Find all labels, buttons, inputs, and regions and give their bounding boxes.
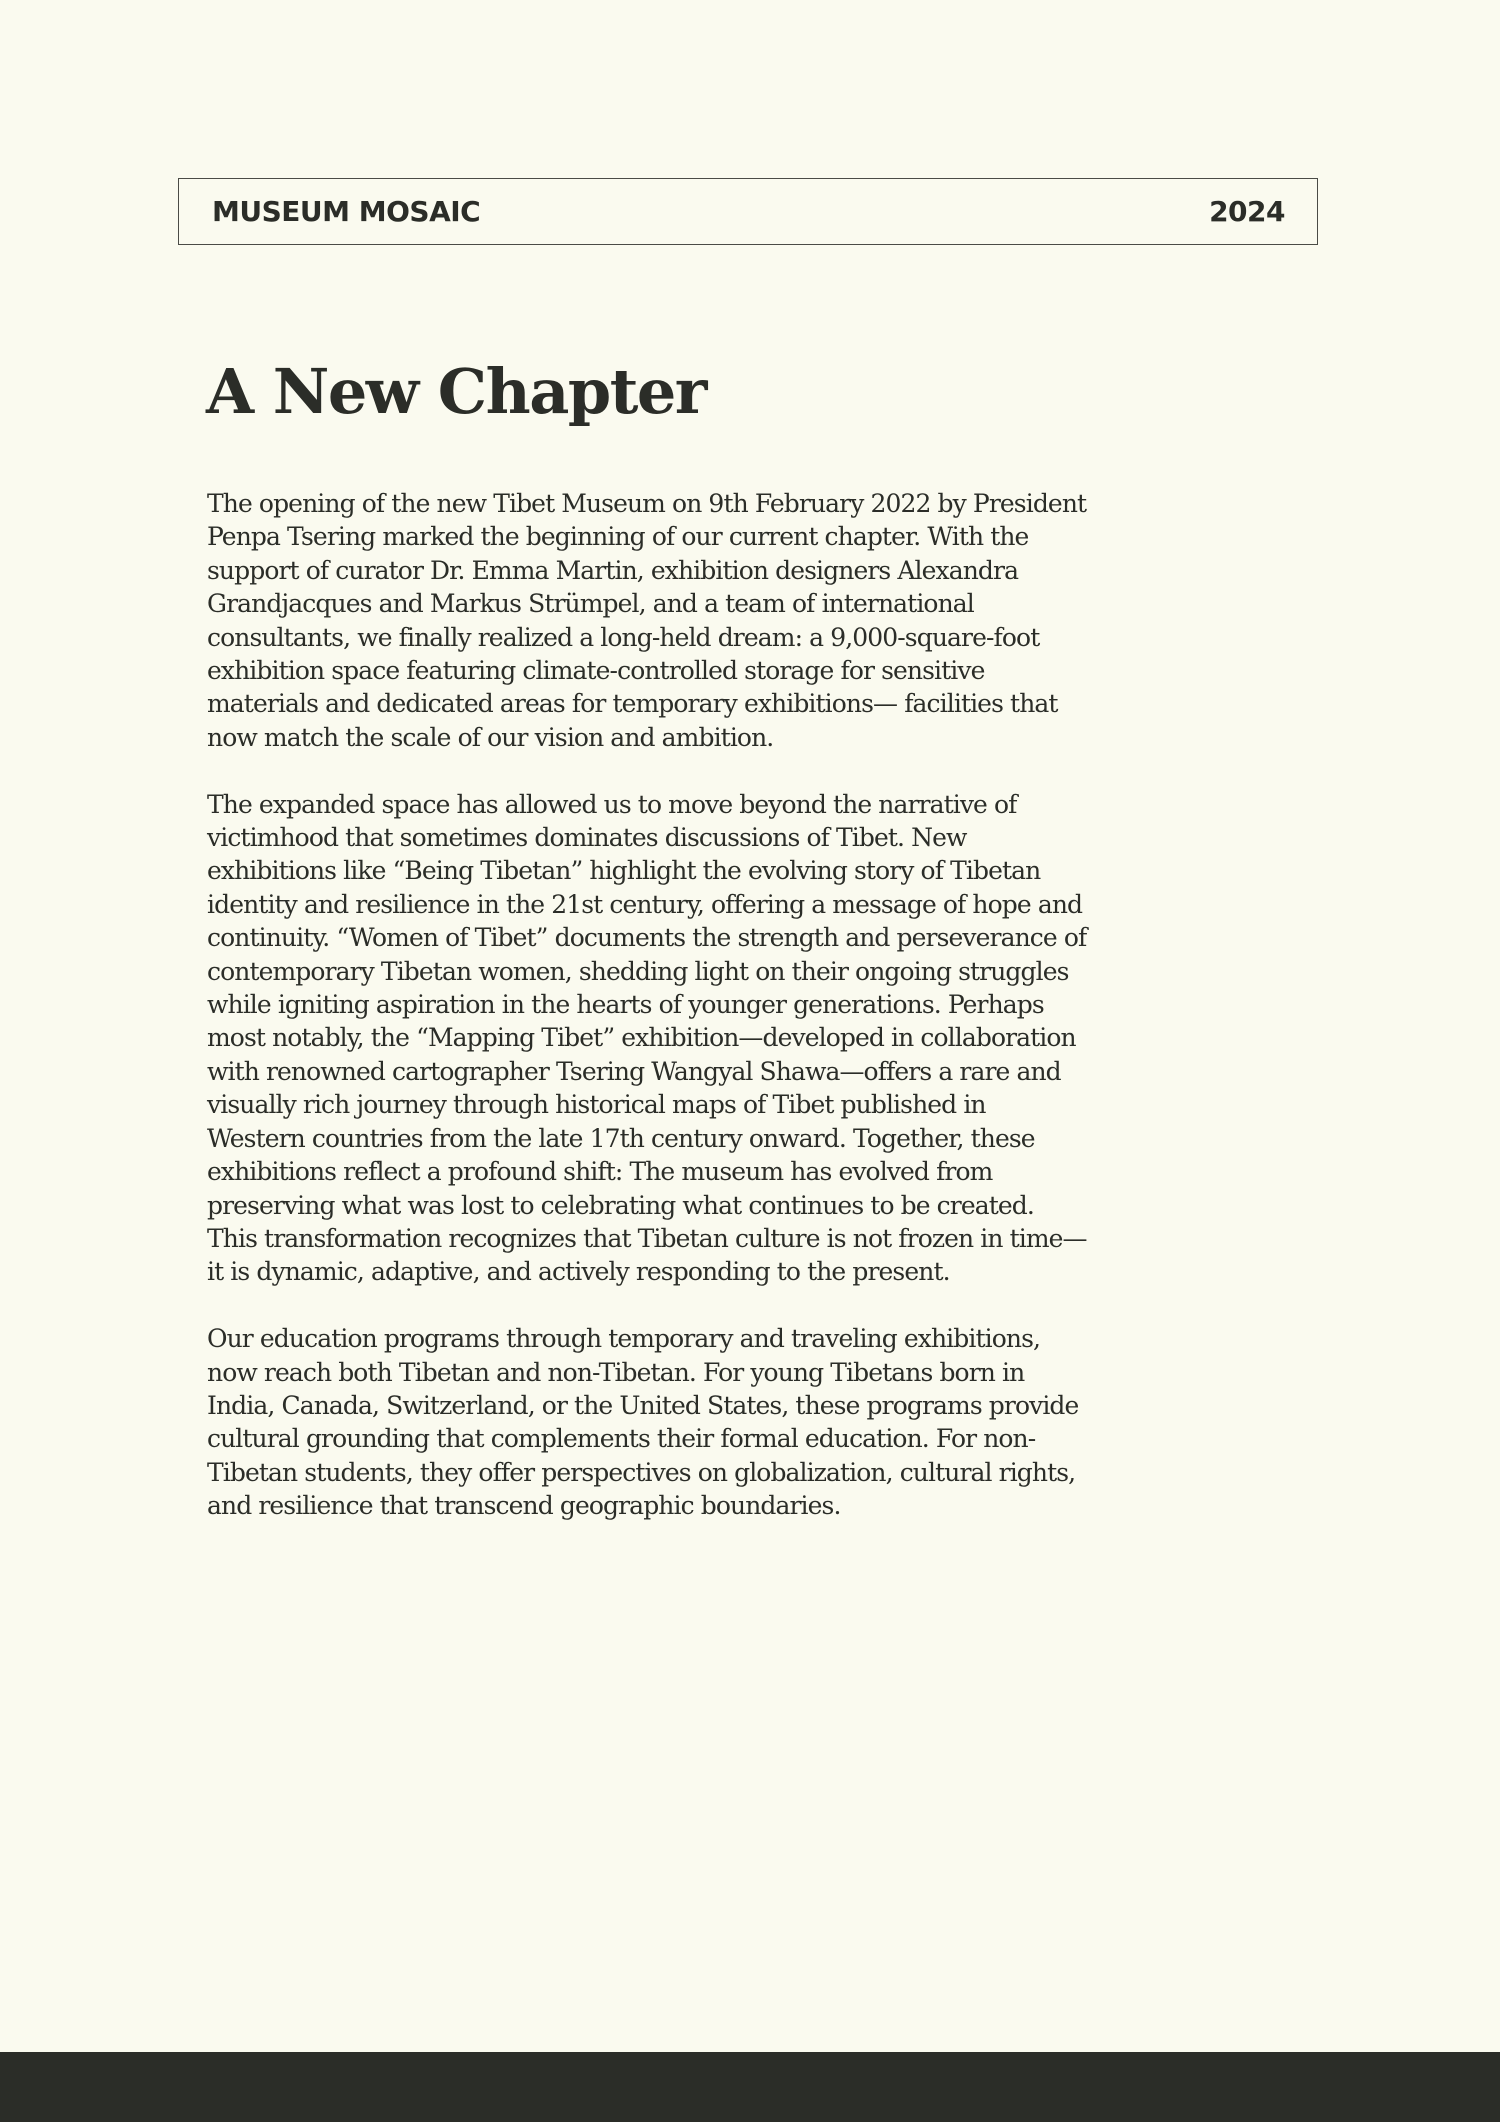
publication-year: 2024 bbox=[1209, 195, 1285, 228]
header-box bbox=[178, 178, 1318, 245]
article-body bbox=[207, 487, 1087, 1556]
paragraph-1: The opening of the new Tibet Museum on 9th February 2022 by President Penpa Tsering marked the beginning of our current chapter. With the support of curator Dr. Emma Martin, exhibition designers Alexandra Grandjacques and Markus Strümpel, and a team of international consultants, we finally realized a long-held dream: a 9,000-square-foot exhibition space featuring climate-controlled storage for sensitive materials and dedicated areas for temporary exhibitions— facilities that now match the scale of our vision and ambition. bbox=[207, 489, 1087, 752]
paragraph-2: The expanded space has allowed us to move beyond the narrative of victimhood that sometimes dominates discussions of Tibet. New exhibitions like “Being Tibetan” highlight the evolving story of Tibetan identity and resilience in the 21st century, offering a message of hope and continuity. “Women of Tibet” documents the strength and perseverance of contemporary Tibetan women, shedding light on their ongoing struggles while igniting aspiration in the hearts of younger generations. Perhaps most notably, the “Mapping Tibet” exhibition—developed in collaboration with renowned cartographer Tsering Wangyal Shawa—offers a rare and visually rich journey through historical maps of Tibet published in Western countries from the late 17th century onward. Together, these exhibitions reflect a profound shift: The museum has evolved from preserving what was lost to celebrating what continues to be created. This transformation recognizes that Tibetan culture is not frozen in time—it is dynamic, adaptive, and actively responding to the present. bbox=[207, 789, 1087, 1287]
publication-title: MUSEUM MOSAIC bbox=[212, 195, 481, 228]
page-title: A New Chapter bbox=[206, 355, 706, 428]
paragraph-3: Our education programs through temporary and traveling exhibitions, now reach both Tibetan and non-Tibetan. For young Tibetans born in India, Canada, Switzerland, or the United States, these programs provide cultural grounding that complements their formal education. For non-Tibetan students, they offer perspectives on globalization, cultural rights, and resilience that transcend geographic boundaries. bbox=[207, 1324, 1079, 1521]
footer-bar bbox=[0, 2052, 1500, 2122]
